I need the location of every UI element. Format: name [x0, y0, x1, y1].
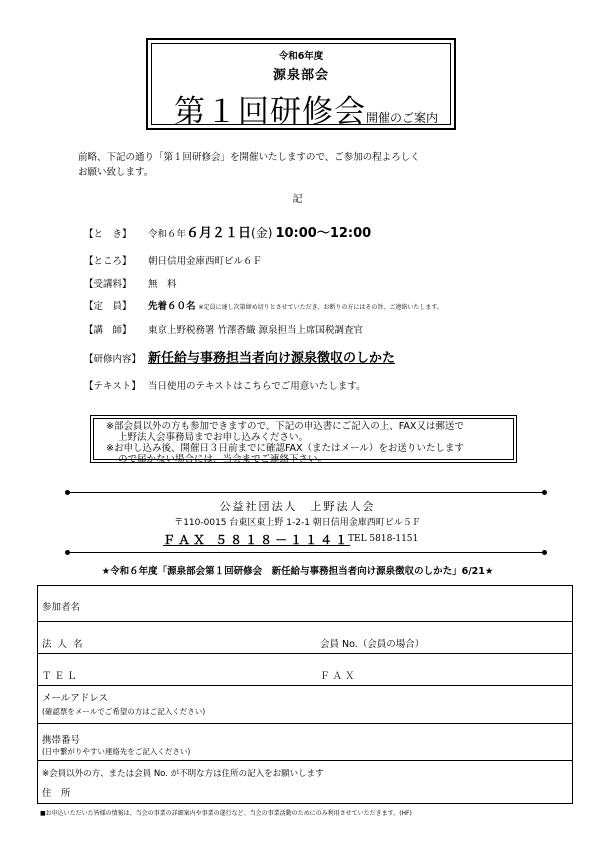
intro-line-2: お願い致します。	[78, 167, 154, 178]
form-line	[38, 685, 572, 686]
title-box-inner	[151, 43, 451, 130]
lecturer-value: 東京上野税務署 竹澤香織 源泉担当上席国税調査官	[148, 325, 364, 336]
capacity-value: 先着６０名	[148, 301, 196, 312]
detail-lecturer	[84, 322, 363, 336]
date-dow: (金)	[251, 226, 273, 240]
notice-line-1: ※部会員以外の方も参加できますので、下記の申込書にご記入の上、FAX又は郵送で	[106, 421, 464, 432]
form-line	[38, 621, 572, 622]
date-big: ６月２１日	[186, 226, 252, 241]
notice-line-3: ※お申し込み後、開催日３日前までに確認FAX（またはメール）をお送りいたします	[106, 443, 464, 454]
email-label: メールアドレス	[42, 693, 109, 704]
detail-capacity	[84, 298, 443, 312]
date-time: 10:00〜12:00	[275, 226, 372, 241]
participant-label: 参加者名	[42, 602, 81, 613]
text-label: 【テキスト】	[84, 381, 141, 392]
place-label: 【ところ】	[84, 256, 132, 267]
org-name: 源泉部会	[272, 68, 329, 83]
tel-label: ＴＥＬ	[42, 671, 80, 682]
date-label: 【と き】	[84, 229, 132, 240]
form-line	[38, 723, 572, 724]
capacity-note: ※定員に達し次第締め切りとさせていただき、お断りの方にはその旨、ご連絡いたします。	[198, 304, 443, 311]
detail-content	[84, 347, 395, 366]
notice-line-2: 上野法人会事務局までお申し込みください。	[118, 432, 309, 443]
fee-value: 無 料	[148, 279, 177, 290]
form-title: ★令和６年度「源泉部会第１回研修会 新任給与事務担当者向け源泉徴収のしかた」6/21★	[101, 566, 494, 577]
place-value: 朝日信用金庫西町ビル６Ｆ	[148, 256, 263, 267]
capacity-label: 【定 員】	[84, 301, 132, 312]
lecturer-label: 【講 師】	[84, 325, 132, 336]
fee-label: 【受講料】	[84, 279, 132, 290]
notice-box	[90, 415, 517, 463]
title-box	[146, 38, 456, 130]
detail-text	[84, 378, 365, 392]
divider-dot-right-top	[542, 490, 547, 495]
text-value: 当日使用のテキストはこちらでご用意いたします。	[148, 381, 366, 392]
association-name: 公益社団法人 上野法人会	[219, 500, 376, 513]
divider-top	[67, 492, 545, 493]
address-label: 住 所	[42, 788, 71, 799]
address-note: ※会員以外の方、または会員 No. が不明な方は住所の記入をお願いします	[42, 769, 324, 779]
application-form	[37, 585, 573, 804]
intro-line-1: 前略、下記の通り「第１回研修会」を開催いたしますので、ご参加の程よろしく	[78, 152, 420, 163]
form-line	[38, 760, 572, 761]
ki-heading: 記	[292, 194, 303, 205]
form-line	[38, 653, 572, 654]
year-label: 令和6年度	[278, 51, 324, 62]
mobile-label: 携帯番号	[42, 735, 81, 746]
intro-text	[78, 150, 420, 180]
privacy-footer: ■お申込いただいた皆様の情報は、当会の事業の詳細案内や事業の遂行など、当会の事業活動のためにのみ利用させていただきます。(HF)	[40, 810, 412, 817]
content-value: 新任給与事務担当者向け源泉徴収のしかた	[148, 351, 396, 366]
detail-fee	[84, 276, 177, 290]
company-label: 法人名	[42, 639, 89, 650]
notice-line-4: ので届かない場合には、当会までご連絡下さい。	[118, 454, 328, 465]
date-prefix: 令和６年	[148, 229, 187, 240]
divider-dot-right-bottom	[542, 550, 547, 555]
mobile-note: (日中繋がりやすい連絡先をご記入ください)	[42, 747, 191, 756]
page-title	[174, 86, 438, 131]
divider-bottom	[67, 552, 545, 553]
fax-label: ＦＡＸ	[320, 671, 358, 682]
association-address: 〒110-0015 台東区東上野 1-2-1 朝日信用金庫西町ビル５Ｆ	[174, 518, 421, 528]
notice-box-inner	[93, 418, 514, 465]
association-tel: TEL 5818-1151	[348, 534, 419, 544]
association-fax: ＦＡＸ ５８１８－１１４１	[163, 533, 351, 547]
detail-place	[84, 253, 262, 267]
content-label: 【研修内容】	[84, 354, 142, 365]
email-note: (確認票をメールでご希望の方はご記入ください)	[42, 707, 206, 716]
member-no-label: 会員 No.（会員の場合）	[320, 639, 425, 650]
title-main: 第１回研修会	[174, 94, 366, 130]
title-suffix: 開催のご案内	[366, 111, 439, 125]
detail-date	[84, 222, 371, 241]
